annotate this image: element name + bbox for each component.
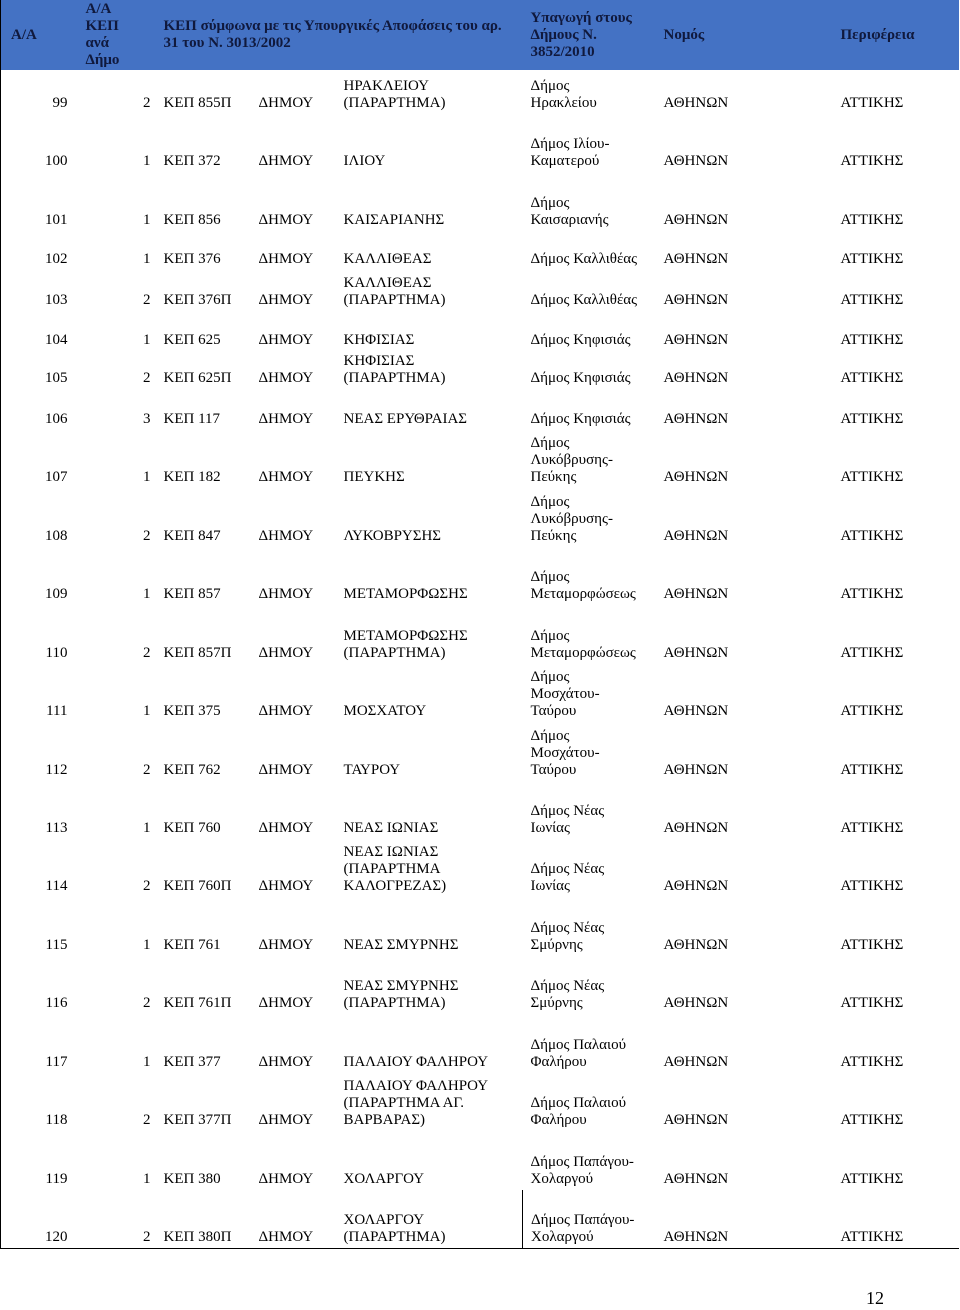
cell-aa: 117: [45, 1054, 68, 1070]
cell-perifereia: ΑΤΤΙΚΗΣ: [840, 292, 904, 308]
table-row: [1, 270, 959, 311]
cell-aa: 111: [46, 703, 68, 719]
cell-dimou: ΔΗΜΟΥ: [258, 762, 314, 778]
cell-perifereia: ΑΤΤΙΚΗΣ: [840, 1112, 904, 1128]
cell-kep-code: ΚΕΠ 760: [163, 820, 221, 836]
cell-kep-code: ΚΕΠ 372: [163, 153, 221, 169]
cell-kep-name: ΠΕΥΚΗΣ: [343, 469, 405, 485]
cell-dimou: ΔΗΜΟΥ: [258, 153, 314, 169]
table-row: [1, 839, 959, 897]
cell-kep-code: ΚΕΠ 375: [163, 703, 221, 719]
cell-nomos: ΑΘΗΝΩΝ: [663, 1054, 729, 1070]
table-row: [1, 781, 959, 839]
cell-aa: 119: [45, 1171, 68, 1187]
cell-aa: 118: [45, 1112, 68, 1128]
cell-dimou: ΔΗΜΟΥ: [258, 370, 314, 386]
cell-aa-kep: 1: [143, 212, 151, 228]
cell-perifereia: ΑΤΤΙΚΗΣ: [840, 762, 904, 778]
cell-aa-kep: 1: [143, 703, 151, 719]
cell-nomos: ΑΘΗΝΩΝ: [663, 469, 729, 485]
header-aa-kep: Α/Α ΚΕΠ ανά Δήμο: [79, 0, 156, 70]
cell-perifereia: ΑΤΤΙΚΗΣ: [840, 703, 904, 719]
cell-aa-kep: 1: [143, 469, 151, 485]
table-row: [1, 547, 959, 605]
cell-aa-kep: 2: [143, 95, 151, 111]
cell-aa: 107: [45, 469, 68, 485]
table-row: [1, 1190, 959, 1248]
table-row: [1, 172, 959, 231]
cell-nomos: ΑΘΗΝΩΝ: [663, 1228, 729, 1245]
cell-dimos: Δήμος Λυκόβρυσης- Πεύκης: [530, 435, 613, 485]
table-row: [1, 70, 959, 114]
cell-aa: 101: [45, 212, 68, 228]
cell-perifereia: ΑΤΤΙΚΗΣ: [840, 878, 904, 894]
cell-dimou: ΔΗΜΟΥ: [258, 95, 314, 111]
cell-aa: 108: [45, 528, 68, 544]
cell-kep-name: ΗΡΑΚΛΕΙΟΥ (ΠΑΡΑΡΤΗΜΑ): [343, 78, 446, 111]
cell-kep-name: ΧΟΛΑΡΓΟΥ (ΠΑΡΑΡΤΗΜΑ): [336, 1190, 523, 1248]
header-aa: Α/Α: [1, 0, 79, 70]
cell-aa: 104: [45, 332, 68, 348]
cell-nomos: ΑΘΗΝΩΝ: [663, 820, 729, 836]
cell-perifereia: ΑΤΤΙΚΗΣ: [840, 820, 904, 836]
cell-dimou: ΔΗΜΟΥ: [258, 586, 314, 602]
cell-aa-kep: 1: [143, 1171, 151, 1187]
cell-aa: 106: [45, 411, 68, 427]
cell-aa: 102: [45, 251, 68, 267]
cell-kep-name: ΜΕΤΑΜΟΡΦΩΣΗΣ: [343, 586, 468, 602]
cell-dimos: Δήμος Ιλίου- Καματερού: [530, 136, 610, 169]
cell-dimou: ΔΗΜΟΥ: [258, 251, 314, 267]
cell-perifereia: ΑΤΤΙΚΗΣ: [840, 95, 904, 111]
cell-dimou: ΔΗΜΟΥ: [258, 1171, 314, 1187]
cell-nomos: ΑΘΗΝΩΝ: [663, 370, 729, 386]
cell-kep-name: ΠΑΛΑΙΟΥ ΦΑΛΗΡΟΥ (ΠΑΡΑΡΤΗΜΑ ΑΓ. ΒΑΡΒΑΡΑΣ): [343, 1078, 489, 1128]
cell-nomos: ΑΘΗΝΩΝ: [663, 292, 729, 308]
cell-kep-name: ΝΕΑΣ ΙΩΝΙΑΣ: [343, 820, 439, 836]
cell-kep-name: ΚΗΦΙΣΙΑΣ (ΠΑΡΑΡΤΗΜΑ): [343, 353, 446, 386]
cell-kep-code: ΚΕΠ 855Π: [163, 95, 232, 111]
cell-aa-kep: 1: [143, 586, 151, 602]
cell-kep-code: ΚΕΠ 117: [163, 411, 221, 427]
cell-nomos: ΑΘΗΝΩΝ: [663, 212, 729, 228]
cell-nomos: ΑΘΗΝΩΝ: [663, 153, 729, 169]
cell-aa-kep: 2: [143, 528, 151, 544]
cell-kep-code: ΚΕΠ 761: [163, 937, 221, 953]
cell-aa-kep: 1: [143, 251, 151, 267]
table-row: [1, 1131, 959, 1190]
cell-dimou: ΔΗΜΟΥ: [258, 411, 314, 427]
cell-nomos: ΑΘΗΝΩΝ: [663, 586, 729, 602]
header-nomos: Νομός: [656, 0, 833, 70]
cell-dimos: Δήμος Μεταμορφώσεως: [530, 628, 636, 661]
page-number: 12: [866, 1288, 884, 1308]
cell-kep-code: ΚΕΠ 376Π: [163, 292, 232, 308]
table-row: [1, 605, 959, 664]
cell-aa: 100: [45, 153, 68, 169]
cell-aa: 112: [45, 762, 68, 778]
table-row: [1, 430, 959, 488]
cell-kep-code: ΚΕΠ 376: [163, 251, 221, 267]
cell-nomos: ΑΘΗΝΩΝ: [663, 878, 729, 894]
cell-kep-code: ΚΕΠ 857Π: [163, 645, 232, 661]
cell-dimos: Δήμος Καλλιθέας: [530, 251, 638, 267]
cell-perifereia: ΑΤΤΙΚΗΣ: [840, 1171, 904, 1187]
cell-aa: 114: [45, 878, 68, 894]
cell-aa-kep: 1: [143, 1054, 151, 1070]
cell-aa-kep: 1: [143, 332, 151, 348]
cell-perifereia: ΑΤΤΙΚΗΣ: [840, 370, 904, 386]
cell-dimou: ΔΗΜΟΥ: [258, 469, 314, 485]
cell-aa: 120: [45, 1228, 68, 1245]
cell-dimou: ΔΗΜΟΥ: [258, 292, 314, 308]
cell-dimos: Δήμος Κηφισιάς: [530, 370, 631, 386]
cell-dimou: ΔΗΜΟΥ: [258, 995, 314, 1011]
cell-kep-code: ΚΕΠ 380: [163, 1171, 221, 1187]
cell-perifereia: ΑΤΤΙΚΗΣ: [840, 153, 904, 169]
cell-kep-name: ΤΑΥΡΟΥ: [343, 762, 401, 778]
cell-kep-name: ΜΟΣΧΑΤΟΥ: [343, 703, 427, 719]
cell-aa-kep: 2: [143, 645, 151, 661]
table-row: [1, 231, 959, 270]
cell-perifereia: ΑΤΤΙΚΗΣ: [840, 1054, 904, 1070]
cell-aa-kep: 3: [143, 411, 151, 427]
cell-nomos: ΑΘΗΝΩΝ: [663, 1112, 729, 1128]
table-row: [1, 351, 959, 389]
cell-nomos: ΑΘΗΝΩΝ: [663, 95, 729, 111]
cell-aa: 105: [45, 370, 68, 386]
cell-nomos: ΑΘΗΝΩΝ: [663, 411, 729, 427]
cell-dimos: Δήμος Νέας Σμύρνης: [530, 978, 605, 1011]
cell-aa-kep: 2: [143, 995, 151, 1011]
cell-perifereia: ΑΤΤΙΚΗΣ: [840, 586, 904, 602]
cell-kep-name: ΛΥΚΟΒΡΥΣΗΣ: [343, 528, 442, 544]
cell-dimou: ΔΗΜΟΥ: [258, 645, 314, 661]
cell-kep-code: ΚΕΠ 625: [163, 332, 221, 348]
cell-nomos: ΑΘΗΝΩΝ: [663, 762, 729, 778]
cell-kep-code: ΚΕΠ 380Π: [163, 1228, 232, 1245]
cell-aa-kep: 1: [143, 153, 151, 169]
cell-dimou: ΔΗΜΟΥ: [258, 212, 314, 228]
cell-aa: 99: [52, 95, 68, 111]
cell-aa-kep: 2: [143, 1228, 151, 1245]
cell-kep-name: ΧΟΛΑΡΓΟΥ: [343, 1171, 425, 1187]
cell-perifereia: ΑΤΤΙΚΗΣ: [840, 251, 904, 267]
cell-kep-name: ΝΕΑΣ ΕΡΥΘΡΑΙΑΣ: [343, 411, 468, 427]
cell-nomos: ΑΘΗΝΩΝ: [663, 995, 729, 1011]
cell-kep-code: ΚΕΠ 377Π: [163, 1112, 232, 1128]
cell-perifereia: ΑΤΤΙΚΗΣ: [840, 469, 904, 485]
cell-aa: 113: [45, 820, 68, 836]
cell-dimos: Δήμος Παλαιού Φαλήρου: [530, 1037, 627, 1070]
cell-dimos: Δήμος Νέας Ιωνίας: [530, 861, 605, 894]
cell-dimos: Δήμος Καισαριανής: [530, 195, 609, 228]
cell-aa-kep: 1: [143, 820, 151, 836]
table-row: [1, 1073, 959, 1131]
cell-kep-name: ΝΕΑΣ ΣΜΥΡΝΗΣ: [343, 937, 459, 953]
cell-dimou: ΔΗΜΟΥ: [258, 820, 314, 836]
cell-aa: 103: [45, 292, 68, 308]
header-dimos: Υπαγωγή στους Δήμους Ν. 3852/2010: [523, 0, 656, 70]
cell-aa-kep: 2: [143, 292, 151, 308]
cell-kep-code: ΚΕΠ 625Π: [163, 370, 232, 386]
cell-perifereia: ΑΤΤΙΚΗΣ: [840, 212, 904, 228]
cell-kep-name: ΚΑΛΛΙΘΕΑΣ: [343, 251, 432, 267]
cell-dimos: Δήμος Λυκόβρυσης- Πεύκης: [530, 494, 613, 544]
header-row: [1, 0, 959, 70]
cell-kep-name: ΜΕΤΑΜΟΡΦΩΣΗΣ (ΠΑΡΑΡΤΗΜΑ): [343, 628, 468, 661]
header-perifereia: Περιφέρεια: [833, 0, 959, 70]
cell-dimou: ΔΗΜΟΥ: [258, 1112, 314, 1128]
cell-dimos: Δήμος Νέας Ιωνίας: [530, 803, 605, 836]
cell-kep-code: ΚΕΠ 760Π: [163, 878, 232, 894]
cell-dimos: Δήμος Παπάγου- Χολαργού: [531, 1211, 635, 1245]
cell-aa: 116: [45, 995, 68, 1011]
cell-kep-name: ΙΛΙΟΥ: [343, 153, 386, 169]
header-kep: ΚΕΠ σύμφωνα με τις Υπουργικές Αποφάσεις του αρ. 31 του Ν. 3013/2002: [156, 0, 523, 70]
cell-dimos: Δήμος Καλλιθέας: [530, 292, 638, 308]
cell-nomos: ΑΘΗΝΩΝ: [663, 937, 729, 953]
cell-kep-name: ΠΑΛΑΙΟΥ ΦΑΛΗΡΟΥ: [343, 1054, 489, 1070]
cell-kep-code: ΚΕΠ 857: [163, 586, 221, 602]
table-row: [1, 897, 959, 956]
table-row: [1, 488, 959, 547]
cell-nomos: ΑΘΗΝΩΝ: [663, 332, 729, 348]
cell-perifereia: ΑΤΤΙΚΗΣ: [840, 411, 904, 427]
table-row: [1, 722, 959, 781]
cell-dimou: ΔΗΜΟΥ: [258, 332, 314, 348]
cell-perifereia: ΑΤΤΙΚΗΣ: [840, 937, 904, 953]
table-row: [1, 114, 959, 172]
cell-nomos: ΑΘΗΝΩΝ: [663, 645, 729, 661]
cell-perifereia: ΑΤΤΙΚΗΣ: [840, 1228, 904, 1245]
cell-dimou: ΔΗΜΟΥ: [258, 528, 314, 544]
cell-dimos: Δήμος Μοσχάτου- Ταύρου: [530, 669, 600, 719]
cell-kep-name: ΝΕΑΣ ΣΜΥΡΝΗΣ (ΠΑΡΑΡΤΗΜΑ): [343, 978, 459, 1011]
cell-aa-kep: 2: [143, 762, 151, 778]
cell-nomos: ΑΘΗΝΩΝ: [663, 1171, 729, 1187]
cell-aa-kep: 2: [143, 878, 151, 894]
cell-dimou: ΔΗΜΟΥ: [258, 1054, 314, 1070]
cell-kep-code: ΚΕΠ 847: [163, 528, 221, 544]
cell-aa-kep: 2: [143, 370, 151, 386]
cell-kep-code: ΚΕΠ 761Π: [163, 995, 232, 1011]
cell-kep-name: ΝΕΑΣ ΙΩΝΙΑΣ (ΠΑΡΑΡΤΗΜΑ ΚΑΛΟΓΡΕΖΑΣ): [343, 844, 447, 894]
cell-dimos: Δήμος Μοσχάτου- Ταύρου: [530, 728, 600, 778]
cell-kep-code: ΚΕΠ 182: [163, 469, 221, 485]
table-row: [1, 664, 959, 722]
cell-dimos: Δήμος Μεταμορφώσεως: [530, 569, 636, 602]
table-header: [1, 0, 959, 70]
cell-dimos: Δήμος Κηφισιάς: [530, 332, 631, 348]
table-row: [1, 956, 959, 1014]
cell-kep-name: ΚΗΦΙΣΙΑΣ: [343, 332, 415, 348]
cell-aa-kep: 1: [143, 937, 151, 953]
cell-dimos: Δήμος Νέας Σμύρνης: [530, 920, 605, 953]
cell-dimos: Δήμος Κηφισιάς: [530, 411, 631, 427]
cell-dimou: ΔΗΜΟΥ: [258, 937, 314, 953]
cell-dimou: ΔΗΜΟΥ: [258, 703, 314, 719]
cell-nomos: ΑΘΗΝΩΝ: [663, 703, 729, 719]
cell-kep-code: ΚΕΠ 377: [163, 1054, 221, 1070]
cell-nomos: ΑΘΗΝΩΝ: [663, 251, 729, 267]
table-row: [1, 311, 959, 351]
cell-kep-code: ΚΕΠ 856: [163, 212, 221, 228]
cell-dimou: ΔΗΜΟΥ: [258, 878, 314, 894]
cell-dimos: Δήμος Ηρακλείου: [530, 78, 597, 111]
cell-kep-name: ΚΑΛΛΙΘΕΑΣ (ΠΑΡΑΡΤΗΜΑ): [343, 275, 446, 308]
cell-aa: 109: [45, 586, 68, 602]
cell-aa: 115: [45, 937, 68, 953]
cell-perifereia: ΑΤΤΙΚΗΣ: [840, 645, 904, 661]
cell-dimos: Δήμος Παπάγου- Χολαργού: [530, 1154, 634, 1187]
cell-perifereia: ΑΤΤΙΚΗΣ: [840, 332, 904, 348]
table-body: [1, 70, 959, 1248]
cell-nomos: ΑΘΗΝΩΝ: [663, 528, 729, 544]
cell-kep-name: ΚΑΙΣΑΡΙΑΝΗΣ: [343, 212, 445, 228]
cell-perifereia: ΑΤΤΙΚΗΣ: [840, 528, 904, 544]
cell-aa-kep: 2: [143, 1112, 151, 1128]
table-row: [1, 1014, 959, 1073]
cell-perifereia: ΑΤΤΙΚΗΣ: [840, 995, 904, 1011]
cell-kep-code: ΚΕΠ 762: [163, 762, 221, 778]
table-row: [1, 389, 959, 430]
cell-aa: 110: [45, 645, 68, 661]
cell-dimos: Δήμος Παλαιού Φαλήρου: [530, 1095, 627, 1128]
cell-dimou: ΔΗΜΟΥ: [258, 1228, 314, 1245]
